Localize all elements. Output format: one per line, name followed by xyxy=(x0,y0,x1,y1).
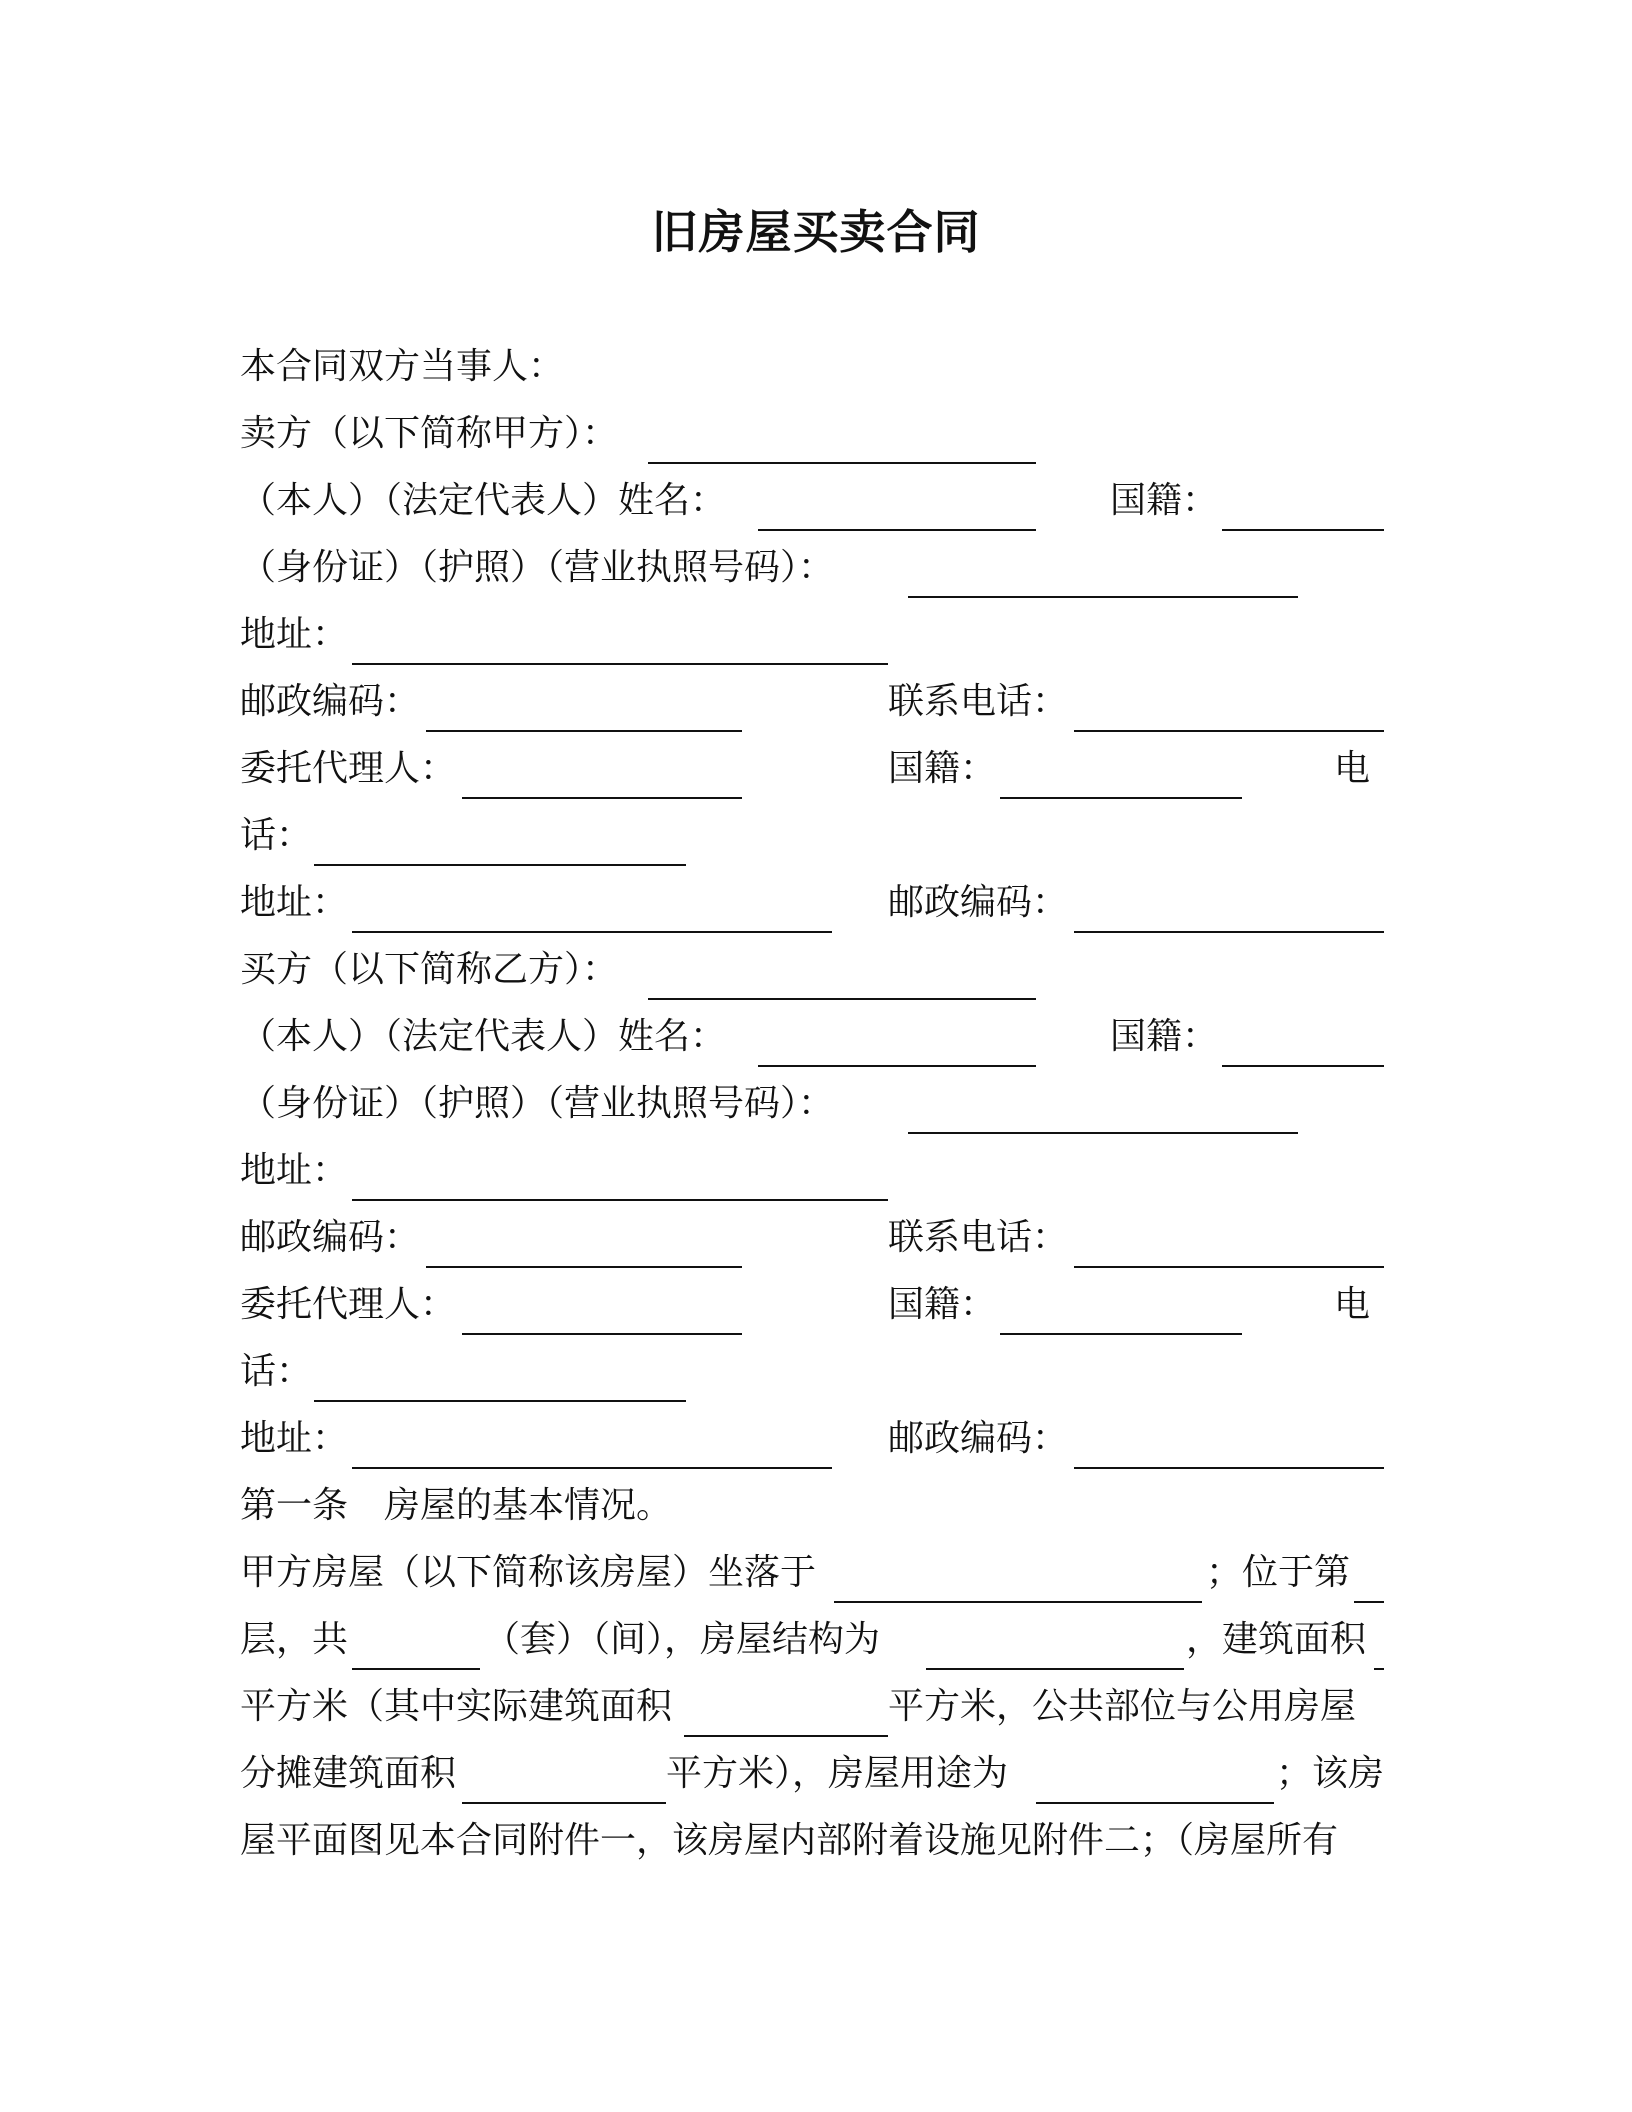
seller-phone-label: 联系电话： xyxy=(888,681,1069,722)
buyer-agent-postcode-blank[interactable] xyxy=(1074,1467,1384,1469)
article1-line2-b: （套）（间），房屋结构为 xyxy=(484,1619,881,1660)
seller-nationality-blank[interactable] xyxy=(1222,529,1384,531)
seller-id-label: （身份证）（护照）（营业执照号码）： xyxy=(240,547,835,588)
article1-line3-b: 平方米，公共部位与公用房屋 xyxy=(888,1686,1357,1727)
buyer-agent-address-blank[interactable] xyxy=(352,1467,832,1469)
buyer-agent-phone-label-2: 话： xyxy=(240,1351,313,1392)
buyer-agent-phone-label-1: 电 xyxy=(1334,1284,1371,1325)
structure-blank[interactable] xyxy=(926,1668,1184,1670)
seller-agent-address-blank[interactable] xyxy=(352,931,832,933)
seller-postcode-blank[interactable] xyxy=(426,730,742,732)
buyer-address-label: 地址： xyxy=(240,1150,349,1191)
shared-area-blank[interactable] xyxy=(462,1802,666,1804)
buyer-postcode-label: 邮政编码： xyxy=(240,1217,421,1258)
seller-agent-blank[interactable] xyxy=(462,797,742,799)
seller-postcode-label: 邮政编码： xyxy=(240,681,421,722)
buyer-agent-label: 委托代理人： xyxy=(240,1284,457,1325)
seller-agent-postcode-blank[interactable] xyxy=(1074,931,1384,933)
seller-address-blank[interactable] xyxy=(352,663,888,665)
buyer-phone-blank[interactable] xyxy=(1074,1266,1384,1268)
article1-line5: 屋平面图见本合同附件一，该房屋内部附着设施见附件二；（房屋所有 xyxy=(240,1820,1339,1861)
seller-phone-blank[interactable] xyxy=(1074,730,1384,732)
buyer-agent-nationality-blank[interactable] xyxy=(1000,1333,1242,1335)
buyer-nationality-blank[interactable] xyxy=(1222,1065,1384,1067)
buyer-name-label: （本人）（法定代表人）姓名： xyxy=(240,1016,727,1057)
seller-nationality-label: 国籍： xyxy=(1110,480,1219,521)
seller-id-blank[interactable] xyxy=(908,596,1298,598)
buyer-person-name-blank[interactable] xyxy=(758,1065,1036,1067)
seller-heading: 卖方（以下简称甲方）： xyxy=(240,413,619,454)
seller-agent-label: 委托代理人： xyxy=(240,748,457,789)
seller-agent-nationality-blank[interactable] xyxy=(1000,797,1242,799)
article1-line4-c: ；该房 xyxy=(1276,1753,1385,1794)
article1-line2-c: ，建筑面积 xyxy=(1186,1619,1367,1660)
location-blank[interactable] xyxy=(834,1601,1202,1603)
buyer-heading: 买方（以下简称乙方）： xyxy=(240,949,619,990)
floor-blank[interactable] xyxy=(1354,1601,1384,1603)
article1-line4-b: 平方米），房屋用途为 xyxy=(666,1753,1009,1794)
buyer-postcode-blank[interactable] xyxy=(426,1266,742,1268)
seller-agent-phone-label-1: 电 xyxy=(1334,748,1371,789)
buyer-agent-nationality-label: 国籍： xyxy=(888,1284,997,1325)
article1-line2-a: 层，共 xyxy=(240,1619,349,1660)
buyer-name-blank[interactable] xyxy=(648,998,1036,1000)
seller-address-label: 地址： xyxy=(240,614,349,655)
seller-name-blank[interactable] xyxy=(648,462,1036,464)
seller-person-name-blank[interactable] xyxy=(758,529,1036,531)
buyer-agent-postcode-label: 邮政编码： xyxy=(888,1418,1069,1459)
buyer-address-blank[interactable] xyxy=(352,1199,888,1201)
seller-name-label: （本人）（法定代表人）姓名： xyxy=(240,480,727,521)
usage-blank[interactable] xyxy=(1036,1802,1274,1804)
article1-line3-a: 平方米（其中实际建筑面积 xyxy=(240,1686,673,1727)
intro-text: 本合同双方当事人： xyxy=(240,346,565,387)
article1-line4-a: 分摊建筑面积 xyxy=(240,1753,457,1794)
seller-agent-postcode-label: 邮政编码： xyxy=(888,882,1069,923)
floor-area-blank[interactable] xyxy=(1374,1668,1384,1670)
seller-agent-nationality-label: 国籍： xyxy=(888,748,997,789)
article1-line1-b: ；位于第 xyxy=(1206,1552,1351,1593)
buyer-id-label: （身份证）（护照）（营业执照号码）： xyxy=(240,1083,835,1124)
article1-heading: 第一条 房屋的基本情况。 xyxy=(240,1485,673,1526)
buyer-id-blank[interactable] xyxy=(908,1132,1298,1134)
article1-line1-a: 甲方房屋（以下简称该房屋）坐落于 xyxy=(240,1552,817,1593)
buyer-agent-address-label: 地址： xyxy=(240,1418,349,1459)
unit-count-blank[interactable] xyxy=(352,1668,480,1670)
page-title: 旧房屋买卖合同 xyxy=(651,205,981,259)
seller-agent-phone-label-2: 话： xyxy=(240,815,313,856)
buyer-agent-phone-blank[interactable] xyxy=(314,1400,686,1402)
seller-agent-phone-blank[interactable] xyxy=(314,864,686,866)
actual-area-blank[interactable] xyxy=(684,1735,888,1737)
buyer-agent-blank[interactable] xyxy=(462,1333,742,1335)
buyer-phone-label: 联系电话： xyxy=(888,1217,1069,1258)
buyer-nationality-label: 国籍： xyxy=(1110,1016,1219,1057)
seller-agent-address-label: 地址： xyxy=(240,882,349,923)
